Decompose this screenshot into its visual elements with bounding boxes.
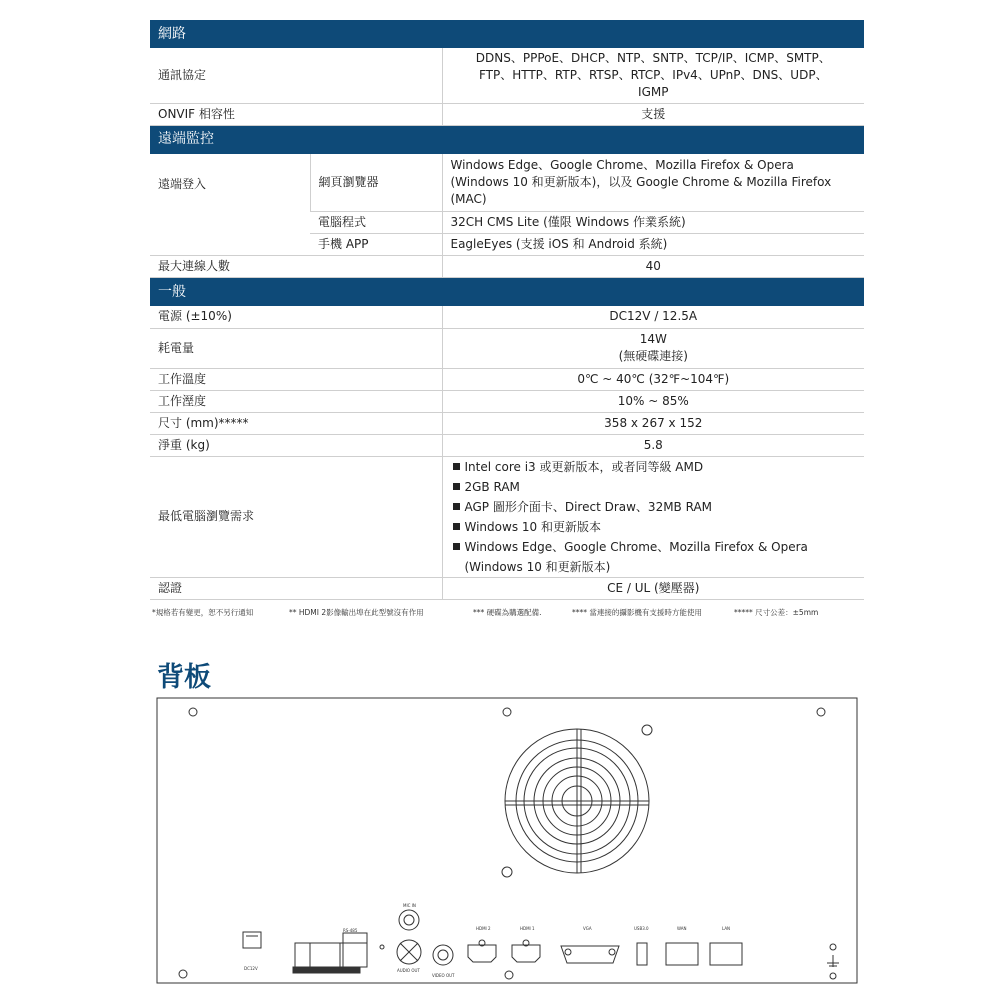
spec-label: 最大連線人數 (150, 256, 442, 278)
footnote: *規格若有變更，恕不另行通知 (152, 608, 254, 617)
section-header-network (150, 20, 864, 48)
bnc-connector-icon (397, 903, 455, 978)
chassis-outline (157, 698, 857, 983)
requirement-item: AGP 圖形介面卡、Direct Draw、32MB RAM (451, 497, 857, 517)
ethernet-port-icon (666, 926, 742, 965)
spec-sublabel: 電腦程式 (310, 212, 442, 234)
spec-table (150, 20, 864, 600)
spec-value: 358 x 267 x 152 (442, 412, 864, 434)
spec-value: 5.8 (442, 434, 864, 456)
spec-label: 淨重 (kg) (150, 434, 442, 456)
spec-label: 遠端登入 (150, 154, 310, 256)
port-label: RS-485 (343, 928, 358, 933)
vga-port-icon (561, 926, 619, 963)
spec-label: 最低電腦瀏覽需求 (150, 456, 442, 577)
spec-label: 電源 (±10%) (150, 306, 442, 328)
requirement-list (451, 457, 857, 577)
spec-value: EagleEyes (支援 iOS 和 Android 系統) (442, 234, 864, 256)
section-header-general (150, 278, 864, 307)
spec-label: 耗電量 (150, 328, 442, 368)
spec-value: 10% ~ 85% (442, 390, 864, 412)
screw-hole-icon (179, 708, 836, 979)
dc-power-jack-icon (243, 932, 261, 971)
port-label: MIC IN (403, 903, 416, 908)
rs485-terminal (293, 928, 367, 973)
spec-label: 通訊協定 (150, 48, 442, 103)
value-line: (Windows 10 和更新版本)，以及 Google Chrome & Mozilla Firefox (450, 174, 832, 189)
spec-value: DC12V / 12.5A (442, 306, 864, 328)
section-title: 一般 (150, 278, 864, 307)
value-line: 14W (639, 332, 667, 346)
hdmi-port-icon (468, 926, 540, 962)
spec-row-min-requirements (150, 456, 864, 577)
value-line: IGMP (638, 84, 669, 99)
spec-row-browser (150, 154, 864, 212)
spec-value: 32CH CMS Lite (僅限 Windows 作業系統) (442, 212, 864, 234)
port-label: HDMI 1 (520, 926, 535, 931)
spec-row-power (150, 306, 864, 328)
spec-row-weight (150, 434, 864, 456)
spec-label: 工作溼度 (150, 390, 442, 412)
port-label: HDMI 2 (476, 926, 491, 931)
requirement-item: 2GB RAM (451, 477, 857, 497)
footnote: ** HDMI 2影像輸出埠在此型號沒有作用 (289, 608, 424, 617)
port-label: VGA (583, 926, 592, 931)
port-label: DC12V (244, 966, 258, 971)
port-label: AUDIO OUT (397, 968, 420, 973)
port-label: VIDEO OUT (432, 973, 455, 978)
requirement-item: Windows 10 和更新版本 (451, 517, 857, 537)
value-line: DDNS、PPPoE、DHCP、NTP、SNTP、TCP/IP、ICMP、SMTP、 (475, 50, 831, 65)
spec-label: 工作溫度 (150, 368, 442, 390)
requirement-item (451, 537, 857, 577)
spec-row-onvif (150, 103, 864, 125)
value-line: Windows Edge、Google Chrome、Mozilla Firefox & Opera (450, 157, 794, 172)
spec-row-max-users (150, 256, 864, 278)
section-title: 網路 (150, 20, 864, 48)
section-title: 遠端監控 (150, 125, 864, 154)
footnote: ***** 尺寸公差：±5mm (734, 608, 819, 617)
section-header-remote (150, 125, 864, 154)
requirement-text: Windows Edge、Google Chrome、Mozilla Firefox & Opera (464, 539, 808, 554)
spec-label: ONVIF 相容性 (150, 103, 442, 125)
value-line: (MAC) (450, 191, 487, 206)
spec-value: 40 (442, 256, 864, 278)
value-line: (無硬碟連接) (618, 349, 688, 363)
spec-value: 支援 (442, 103, 864, 125)
spec-value (442, 456, 864, 577)
fan-grille-icon (505, 729, 649, 873)
spec-label: 尺寸 (mm)***** (150, 412, 442, 434)
spec-sublabel: 網頁瀏覽器 (310, 154, 442, 212)
port-label: USB3.0 (634, 926, 649, 931)
footnote: *** 硬碟為購選配備. (473, 608, 542, 617)
value-line: FTP、HTTP、RTP、RTSP、RTCP、IPv4、UPnP、DNS、UDP、 (478, 67, 828, 82)
rear-panel-diagram (150, 695, 860, 990)
spec-value: 0℃ ~ 40℃ (32℉~104℉) (442, 368, 864, 390)
requirement-text: (Windows 10 和更新版本) (464, 559, 611, 574)
port-label: WAN (677, 926, 687, 931)
spec-row-consumption (150, 328, 864, 368)
spec-row-protocol (150, 48, 864, 103)
spec-value (442, 154, 864, 212)
requirement-item: Intel core i3 或更新版本，或者同等級 AMD (451, 457, 857, 477)
usb-port-icon (634, 926, 649, 965)
spec-value (442, 328, 864, 368)
spec-sublabel: 手機 APP (310, 234, 442, 256)
ground-symbol-icon (827, 955, 839, 967)
spec-row-certification (150, 577, 864, 599)
port-label: LAN (722, 926, 731, 931)
spec-value (442, 48, 864, 103)
spec-row-humidity (150, 390, 864, 412)
spec-row-temperature (150, 368, 864, 390)
rear-panel-title: 背板 (157, 662, 211, 693)
spec-row-dimension (150, 412, 864, 434)
spec-value: CE / UL (變壓器) (442, 577, 864, 599)
footnote: **** 當連接的攝影機有支援時方能使用 (572, 608, 702, 617)
spec-label: 認證 (150, 577, 442, 599)
